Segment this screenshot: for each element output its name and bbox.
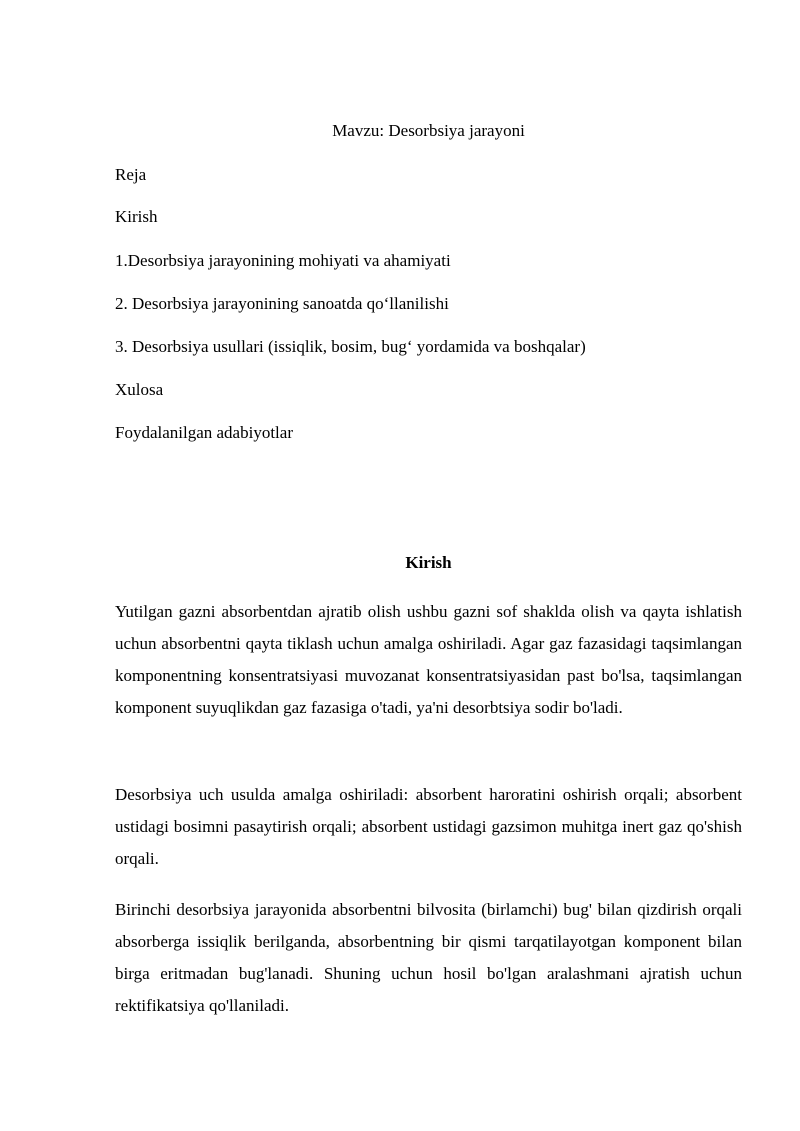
paragraph-2: Desorbsiya uch usulda amalga oshiriladi: absorbent haroratini oshirish orqali; absorbent ustidagi bosimni pasaytirish orqali; absorbent ustidagi gazsimon muhitga inert gaz qo'shish orqali.	[115, 785, 742, 868]
plan-item-2: 2. Desorbsiya jarayonining sanoatda qo‘llanilishi	[115, 294, 449, 313]
plan-item-1: 1.Desorbsiya jarayonining mohiyati va ahamiyati	[115, 251, 451, 270]
section-heading: Kirish	[405, 553, 452, 572]
paragraph-1: Yutilgan gazni absorbentdan ajratib olish ushbu gazni sof shaklda olish va qayta ishlatish uchun absorbentni qayta tiklash uchun amalga oshiriladi. Agar gaz fazasidagi taqsimlangan komponentning konsentratsiyasi muvozanat konsentratsiyasidan past bo'lsa, taqsimlangan komponent suyuqlikdan gaz fazasiga o'tadi, ya'ni desorbtsiya sodir bo'ladi.	[115, 602, 742, 717]
document-title: Mavzu: Desorbsiya jarayoni	[332, 121, 525, 140]
plan-item-conclusion: Xulosa	[115, 380, 164, 399]
paragraph-3: Birinchi desorbsiya jarayonida absorbentni bilvosita (birlamchi) bug' bilan qizdirish orqali absorberga issiqlik berilganda, absorbentning bir qismi tarqatilayotgan komponent bilan birga eritmadan bug'lanadi. Shuning uchun hosil bo'lgan aralashmani ajratish uchun rektifikatsiya qo'llaniladi.	[115, 900, 742, 1015]
plan-heading: Reja	[115, 165, 147, 184]
plan-item-references: Foydalanilgan adabiyotlar	[115, 423, 293, 442]
plan-item-3: 3. Desorbsiya usullari (issiqlik, bosim, bug‘ yordamida va boshqalar)	[115, 337, 586, 356]
plan-item-introduction: Kirish	[115, 207, 158, 226]
